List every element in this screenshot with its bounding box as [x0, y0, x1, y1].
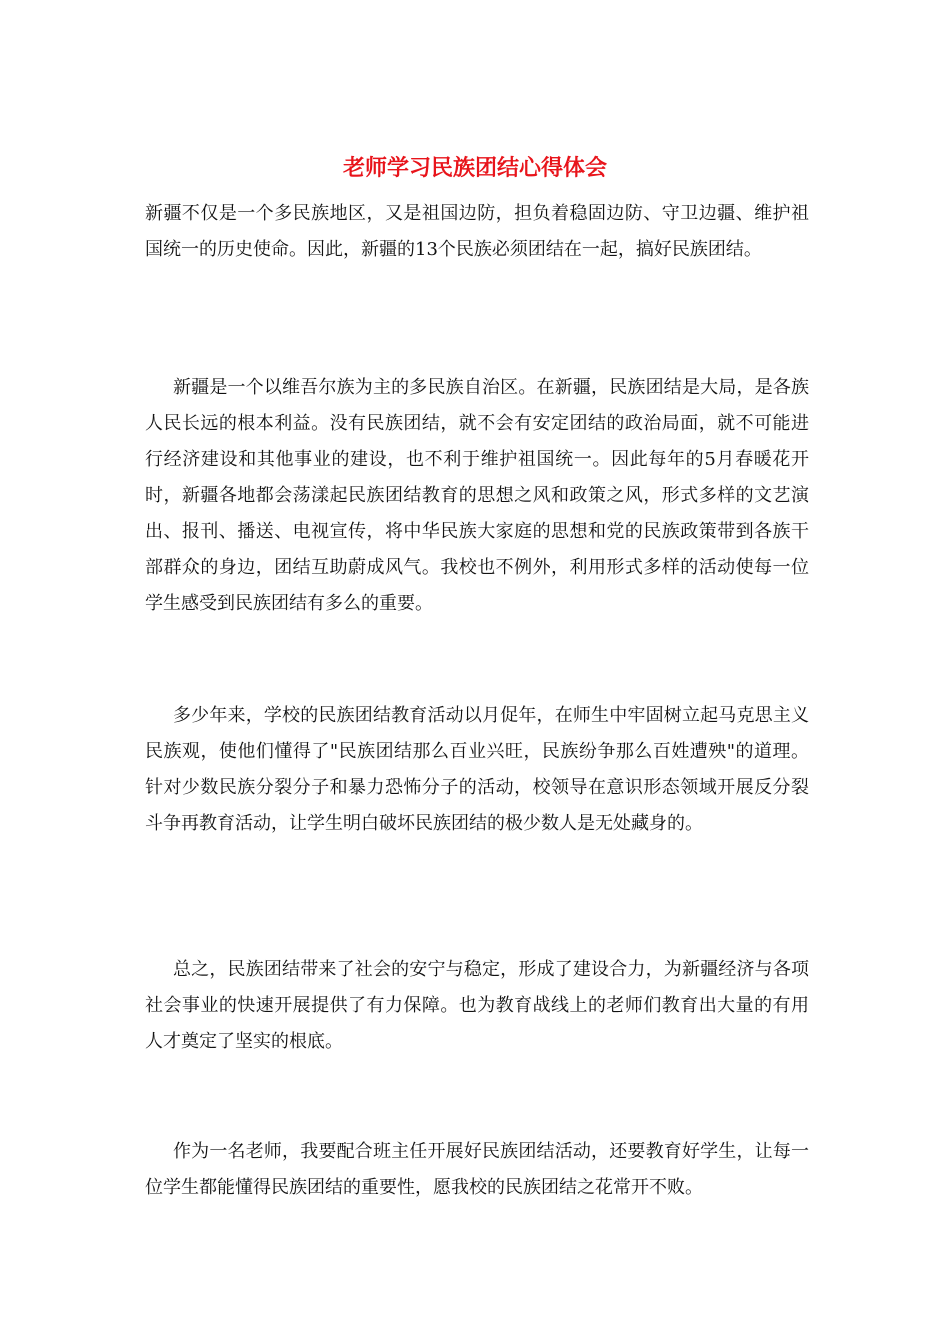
paragraph-4: 总之，民族团结带来了社会的安宁与稳定，形成了建设合力，为新疆经济与各项社会事业的快速开展提供了有力保障。也为教育战线上的老师们教育出大量的有用人才奠定了坚实的根底。 [145, 959, 809, 1052]
paragraph-2: 新疆是一个以维吾尔族为主的多民族自治区。在新疆，民族团结是大局，是各族人民长远的根本利益。没有民族团结，就不会有安定团结的政治局面，就不可能进行经济建设和其他事业的建设，也不利于维护祖国统一。因此每年的5月春暖花开时，新疆各地都会荡漾起民族团结教育的思想之风和政策之风，形式多样的文艺演出、报刊、播送、电视宣传，将中华民族大家庭的思想和党的民族政策带到各族干部群众的身边，团结互助蔚成风气。我校也不例外，利用形式多样的活动使每一位学生感受到民族团结有多么的重要。 [145, 377, 809, 614]
document-title: 老师学习民族团结心得体会 [342, 155, 607, 181]
paragraph-1: 新疆不仅是一个多民族地区，又是祖国边防，担负着稳固边防、守卫边疆、维护祖国统一的历史使命。因此，新疆的13个民族必须团结在一起，搞好民族团结。 [145, 203, 809, 260]
paragraph-3: 多少年来，学校的民族团结教育活动以月促年，在师生中牢固树立起马克思主义民族观，使他们懂得了"民族团结那么百业兴旺，民族纷争那么百姓遭殃"的道理。针对少数民族分裂分子和暴力恐怖分子的活动，校领导在意识形态领域开展反分裂斗争再教育活动，让学生明白破坏民族团结的极少数人是无处藏身的。 [145, 705, 809, 834]
paragraph-5: 作为一名老师，我要配合班主任开展好民族团结活动，还要教育好学生，让每一位学生都能懂得民族团结的重要性，愿我校的民族团结之花常开不败。 [145, 1141, 809, 1198]
